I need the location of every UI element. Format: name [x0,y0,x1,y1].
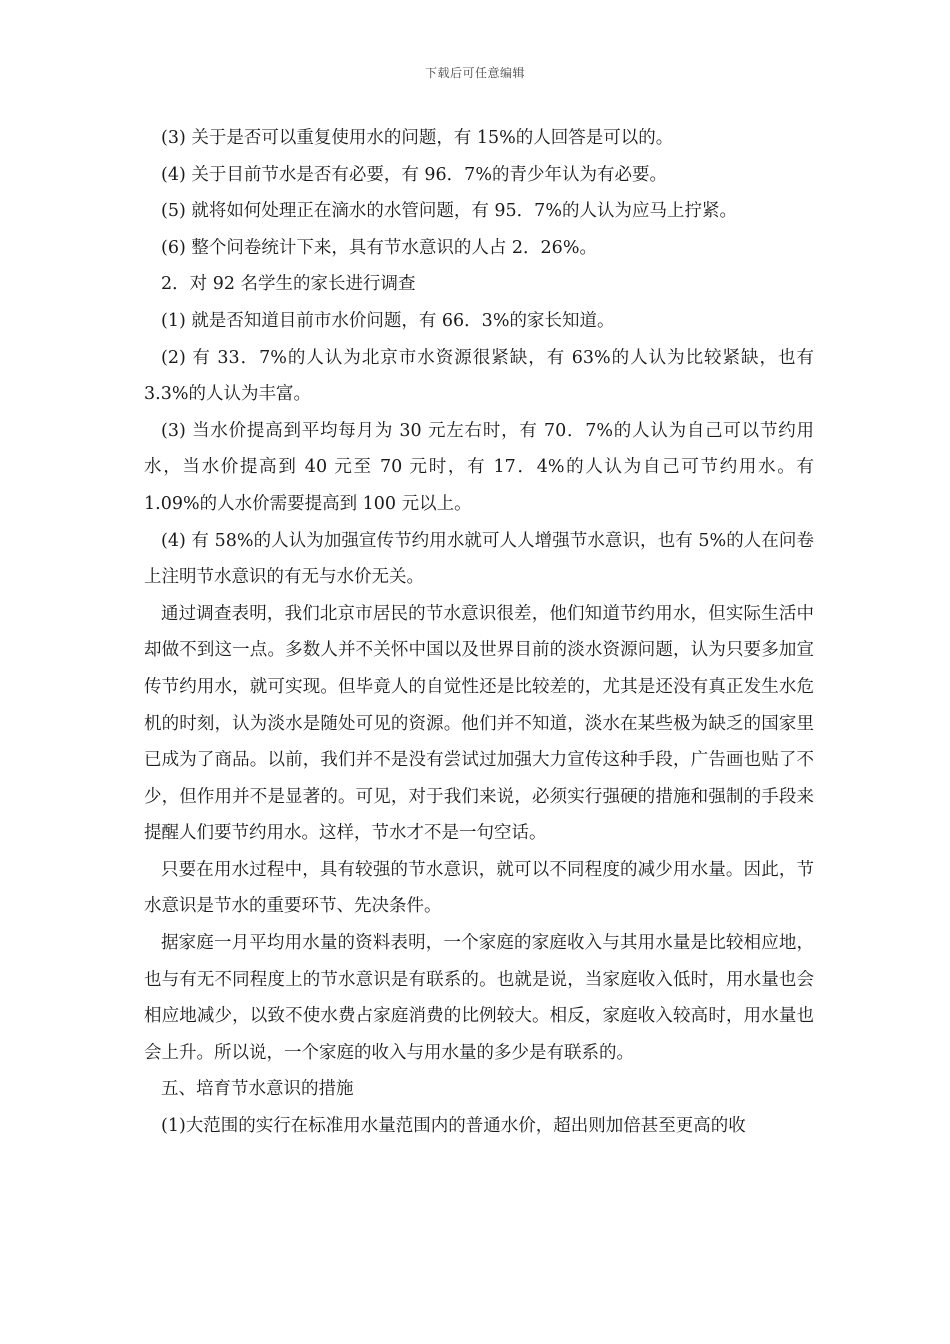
paragraph-survey-conclusion: 通过调查表明，我们北京市居民的节水意识很差，他们知道节约用水，但实际生活中却做不到这一点。多数人并不关怀中国以及世界目前的淡水资源问题，认为只要多加宣传节约用水，就可实现。但毕竟人的自觉性还是比较差的，尤其是还没有真正发生水危机的时刻，认为淡水是随处可见的资源。他们并不知道，淡水在某些极为缺乏的国家里已成为了商品。以前，我们并不是没有尝试过加强大力宣传这种手段，广告画也贴了不少，但作用并不是显著的。可见，对于我们来说，必须实行强硬的措施和强制的手段来提醒人们要节约用水。这样，节水才不是一句空话。 [144,603,814,844]
paragraph-parent-survey-heading: 2．对 92 名学生的家长进行调查 [161,274,416,295]
paragraph-measure-1: (1)大范围的实行在标准用水量范围内的普通水价，超出则加倍甚至更高的收 [161,1116,746,1137]
document-body [144,120,814,1145]
paragraph-household-data: 据家庭一月平均用水量的资料表明，一个家庭的家庭收入与其用水量是比较相应地，也与有无不同程度上的节水意识是有联系的。也就是说，当家庭收入低时，用水量也会相应地减少，以致不使水费占家庭消费的比例较大。相反，家庭收入较高时，用水量也会上升。所以说，一个家庭的收入与用水量的多少是有联系的。 [144,933,814,1063]
paragraph-parent-item-2: (2) 有 33．7%的人认为北京市水资源很紧缺，有 63%的人认为比较紧缺，也有 3.3%的人认为丰富。 [144,347,814,405]
section-heading-measures: 五、培育节水意识的措施 [161,1079,354,1100]
paragraph-water-awareness: 只要在用水过程中，具有较强的节水意识，就可以不同程度的减少用水量。因此，节水意识是节水的重要环节、先决条件。 [144,859,814,917]
paragraph-survey-item-5: (5) 就将如何处理正在滴水的水管问题，有 95．7%的人认为应马上拧紧。 [161,201,737,222]
paragraph-survey-item-3: (3) 关于是否可以重复使用水的问题，有 15%的人回答是可以的。 [161,128,674,148]
paragraph-survey-item-6: (6) 整个问卷统计下来，具有节水意识的人占 2．26%。 [161,237,597,258]
paragraph-parent-item-4: (4) 有 58%的人认为加强宣传节约用水就可人人增强节水意识，也有 5%的人在问卷上注明节水意识的有无与水价无关。 [144,530,814,588]
paragraph-parent-item-3: (3) 当水价提高到平均每月为 30 元左右时，有 70．7%的人认为自己可以节约用水，当水价提高到 40 元至 70 元时，有 17．4%的人认为自己可节约用水。有 1.09%的人水价需要提高到 100 元以上。 [144,420,814,514]
paragraph-parent-item-1: (1) 就是否知道目前市水价问题，有 66．3%的家长知道。 [161,310,615,331]
paragraph-survey-item-4: (4) 关于目前节水是否有必要，有 96．7%的青少年认为有必要。 [161,164,667,185]
page-header: 下载后可任意编辑 [424,66,525,80]
